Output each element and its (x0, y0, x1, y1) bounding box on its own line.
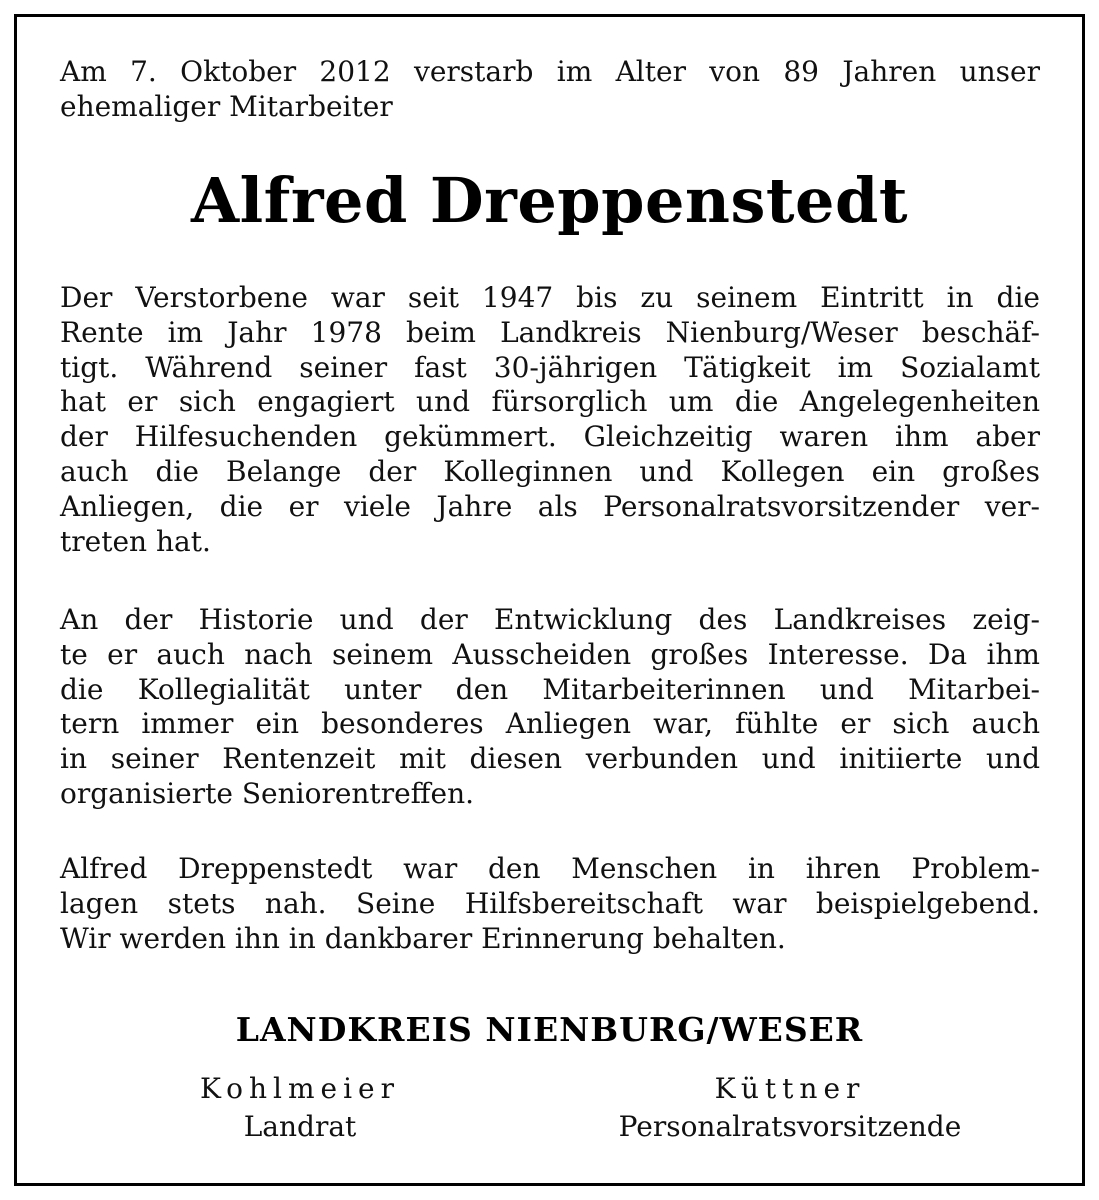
signatory-right (580, 1070, 1000, 1146)
paragraph-remembrance (60, 852, 1040, 956)
text-line: treten hat. (60, 524, 211, 558)
text-line: die Kollegialität unter den Mitarbeiterinnen und Mitarbei- (60, 672, 1040, 706)
text-line: Alfred Dreppenstedt war den Menschen in ihren Problem- (60, 852, 1040, 885)
text-line: tern immer ein besonderes Anliegen war, fühlte er sich auch (60, 707, 1040, 741)
text-line: te er auch nach seinem Ausscheiden großes Interesse. Da ihm (60, 637, 1040, 671)
text-line: organisierte Seniorentreffen. (60, 776, 475, 810)
paragraph-career (60, 281, 1040, 559)
text-line: Wir werden ihn in dankbarer Erinnerung behalten. (60, 921, 786, 955)
text-line: lagen stets nah. Seine Hilfsbereitschaft war beispielgebend. (60, 886, 1040, 920)
text-line: auch die Belange der Kolleginnen und Kollegen ein großes (60, 454, 1040, 488)
signatory-name: Küttner (714, 1072, 866, 1105)
text-line: hat er sich engagiert und fürsorglich um die Angelegenheiten (60, 385, 1040, 419)
intro-line: Am 7. Oktober 2012 verstarb im Alter von 89 Jahren unser (60, 55, 1040, 88)
signatory-left (150, 1070, 450, 1146)
intro-text (60, 54, 1040, 124)
text-line: der Hilfesuchenden gekümmert. Gleichzeitig waren ihm aber (60, 420, 1040, 454)
text-line: tigt. Während seiner fast 30-jährigen Tätigkeit im Sozialamt (60, 350, 1040, 384)
intro-line: ehemaliger Mitarbeiter (60, 90, 393, 123)
text-line: in seiner Rentenzeit mit diesen verbunden und initiierte und (60, 742, 1040, 776)
organization-name: LANDKREIS NIENBURG/WESER (235, 1010, 864, 1049)
signatory-role: Landrat (243, 1110, 357, 1143)
paragraph-history (60, 603, 1040, 812)
text-line: Rente im Jahr 1978 beim Landkreis Nienburg/Weser beschäf- (60, 315, 1040, 349)
text-line: An der Historie und der Entwicklung des Landkreises zeig- (60, 603, 1040, 636)
text-line: Anliegen, die er viele Jahre als Personalratsvorsitzender ver- (60, 489, 1040, 523)
deceased-name: Alfred Dreppenstedt (191, 164, 908, 237)
signatory-role: Personalratsvorsitzende (618, 1110, 962, 1143)
text-line: Der Verstorbene war seit 1947 bis zu seinem Eintritt in die (60, 281, 1040, 314)
signatory-name: Kohlmeier (199, 1072, 401, 1105)
